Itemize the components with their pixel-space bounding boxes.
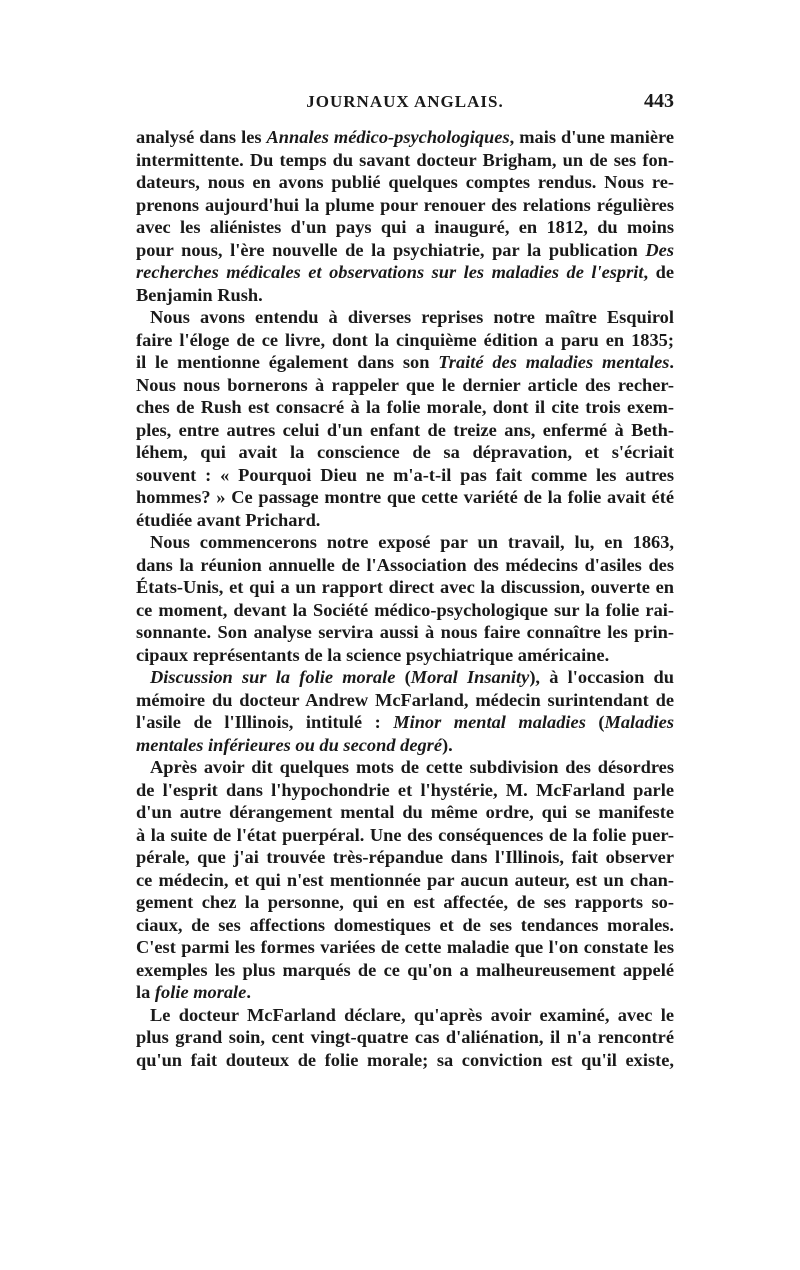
text-segment: Nous commencerons notre exposé par un travail, lu, en 1863, <box>150 532 674 552</box>
text-line <box>136 779 674 802</box>
text-line <box>136 801 674 824</box>
text-segment: qu'un fait douteux de folie morale; sa conviction est qu'il existe, <box>136 1049 674 1070</box>
text-segment: ), à l'occasion du <box>529 667 674 687</box>
text-line <box>136 149 674 172</box>
text-segment: C'est parmi les formes variées de cette maladie que l'on constate les <box>136 937 674 957</box>
text-segment: , mais d'une manière <box>509 127 674 147</box>
text-line <box>136 711 674 734</box>
italic-text: Maladies <box>604 712 674 732</box>
text-line <box>136 1004 674 1027</box>
text-segment: l'asile de l'Illinois, intitulé : <box>136 712 394 732</box>
text-segment: Benjamin Rush. <box>136 284 263 305</box>
text-line <box>136 914 674 937</box>
text-segment: intermittente. Du temps du savant docteur Brigham, un de ses fon- <box>136 149 674 170</box>
text-line <box>136 419 674 442</box>
text-line <box>136 846 674 869</box>
page-header <box>136 92 674 118</box>
text-line <box>136 756 674 779</box>
text-line <box>136 1049 674 1072</box>
text-line <box>136 891 674 914</box>
text-line <box>136 666 674 689</box>
text-segment: dateurs, nous en avons publié quelques comptes rendus. Nous re- <box>136 172 674 192</box>
text-line <box>136 171 674 194</box>
text-line <box>136 554 674 577</box>
text-segment: la <box>136 982 155 1002</box>
text-line <box>136 284 674 307</box>
text-segment: ). <box>442 734 453 755</box>
text-line <box>136 374 674 397</box>
text-segment: pérale, que j'ai trouvée très-répandue dans l'Illinois, fait observer <box>136 847 674 867</box>
text-line <box>136 959 674 982</box>
text-segment: ches de Rush est consacré à la folie morale, dont il cite trois exem- <box>136 397 674 417</box>
text-segment: ( <box>395 667 411 687</box>
text-line <box>136 689 674 712</box>
text-line <box>136 576 674 599</box>
text-line <box>136 509 674 532</box>
text-segment: prenons aujourd'hui la plume pour renouer des relations régulières <box>136 194 674 215</box>
text-segment: . <box>669 352 674 372</box>
text-segment: hommes? » Ce passage montre que cette variété de la folie avait été <box>136 487 674 507</box>
text-segment: États-Unis, et qui a un rapport direct avec la discussion, ouverte en <box>136 577 674 597</box>
text-line <box>136 599 674 622</box>
italic-text: Discussion sur la folie morale <box>150 667 396 687</box>
text-line <box>136 936 674 959</box>
text-segment: Nous nous bornerons à rappeler que le dernier article des recher- <box>136 374 674 395</box>
text-line <box>136 441 674 464</box>
text-segment: dans la réunion annuelle de l'Association des médecins d'asiles des <box>136 554 674 575</box>
text-segment: mémoire du docteur Andrew McFarland, médecin surintendant de <box>136 689 674 710</box>
text-line <box>136 824 674 847</box>
text-line <box>136 351 674 374</box>
text-segment: sonnante. Son analyse servira aussi à nous faire connaître les prin- <box>136 622 674 642</box>
text-segment: ( <box>585 712 605 732</box>
text-segment: ce moment, devant la Société médico-psychologique sur la folie rai- <box>136 599 674 620</box>
italic-text: Traité des maladies mentales <box>438 352 670 372</box>
text-line <box>136 194 674 217</box>
text-segment: ples, entre autres celui d'un enfant de treize ans, enfermé à Beth- <box>136 419 674 440</box>
text-segment: étudiée avant Prichard. <box>136 509 321 530</box>
italic-text: Minor mental maladies <box>393 712 586 732</box>
text-segment: d'un autre dérangement mental du même ordre, qui se manifeste <box>136 802 674 822</box>
text-segment: de l'esprit dans l'hypochondrie et l'hystérie, M. McFarland parle <box>136 779 674 800</box>
text-segment: Le docteur McFarland déclare, qu'après avoir examiné, avec le <box>150 1004 674 1025</box>
italic-text: recherches médicales et observations sur les maladies de l'esprit <box>136 262 644 282</box>
text-line <box>136 869 674 892</box>
text-segment: il le mentionne également dans son <box>136 352 439 372</box>
italic-text: Des <box>645 239 674 260</box>
text-line <box>136 126 674 149</box>
text-segment: plus grand soin, cent vingt-quatre cas d'aliénation, il n'a rencontré <box>136 1027 674 1047</box>
text-segment: Après avoir dit quelques mots de cette subdivision des désordres <box>150 757 674 777</box>
text-segment: . <box>246 982 251 1002</box>
text-line <box>136 261 674 284</box>
italic-text: Annales médico-psychologiques <box>266 127 510 147</box>
text-segment: , de <box>643 262 674 282</box>
text-line <box>136 621 674 644</box>
text-segment: faire l'éloge de ce livre, dont la cinquième édition a paru en 1835; <box>136 329 674 350</box>
text-segment: cipaux représentants de la science psychiatrique américaine. <box>136 644 610 665</box>
text-segment: avec les aliénistes d'un pays qui a inauguré, en 1812, du moins <box>136 217 674 237</box>
italic-text: mentales inférieures ou du second degré <box>136 734 442 755</box>
text-line <box>136 239 674 262</box>
text-segment: pour nous, l'ère nouvelle de la psychiatrie, par la publication <box>136 239 646 260</box>
running-title: JOURNAUX ANGLAIS. <box>306 92 504 111</box>
text-line <box>136 531 674 554</box>
text-segment: à la suite de l'état puerpéral. Une des conséquences de la folie puer- <box>136 824 674 845</box>
text-line <box>136 216 674 239</box>
text-segment: ce médecin, et qui n'est mentionnée par aucun auteur, est un chan- <box>136 869 674 890</box>
text-segment: léhem, qui avait la conscience de sa dépravation, et s'écriait <box>136 442 674 462</box>
text-segment: analysé dans les <box>136 127 267 147</box>
text-line <box>136 644 674 667</box>
text-segment: exemples les plus marqués de ce qu'on a malheureusement appelé <box>136 959 674 980</box>
text-line <box>136 306 674 329</box>
text-line <box>136 1026 674 1049</box>
text-segment: ciaux, de ses affections domestiques et de ses tendances morales. <box>136 914 674 935</box>
italic-text: Moral Insanity <box>410 667 530 687</box>
italic-text: folie morale <box>154 982 247 1002</box>
text-segment: Nous avons entendu à diverses reprises notre maître Esquirol <box>150 307 674 327</box>
text-line <box>136 981 674 1004</box>
page-number: 443 <box>644 90 674 112</box>
text-line <box>136 396 674 419</box>
text-segment: souvent : « Pourquoi Dieu ne m'a-t-il pas fait comme les autres <box>136 464 674 485</box>
body-text <box>136 126 674 1071</box>
text-line <box>136 329 674 352</box>
text-segment: gement chez la personne, qui en est affectée, de ses rapports so- <box>136 892 674 912</box>
text-line <box>136 734 674 757</box>
text-line <box>136 464 674 487</box>
text-line <box>136 486 674 509</box>
